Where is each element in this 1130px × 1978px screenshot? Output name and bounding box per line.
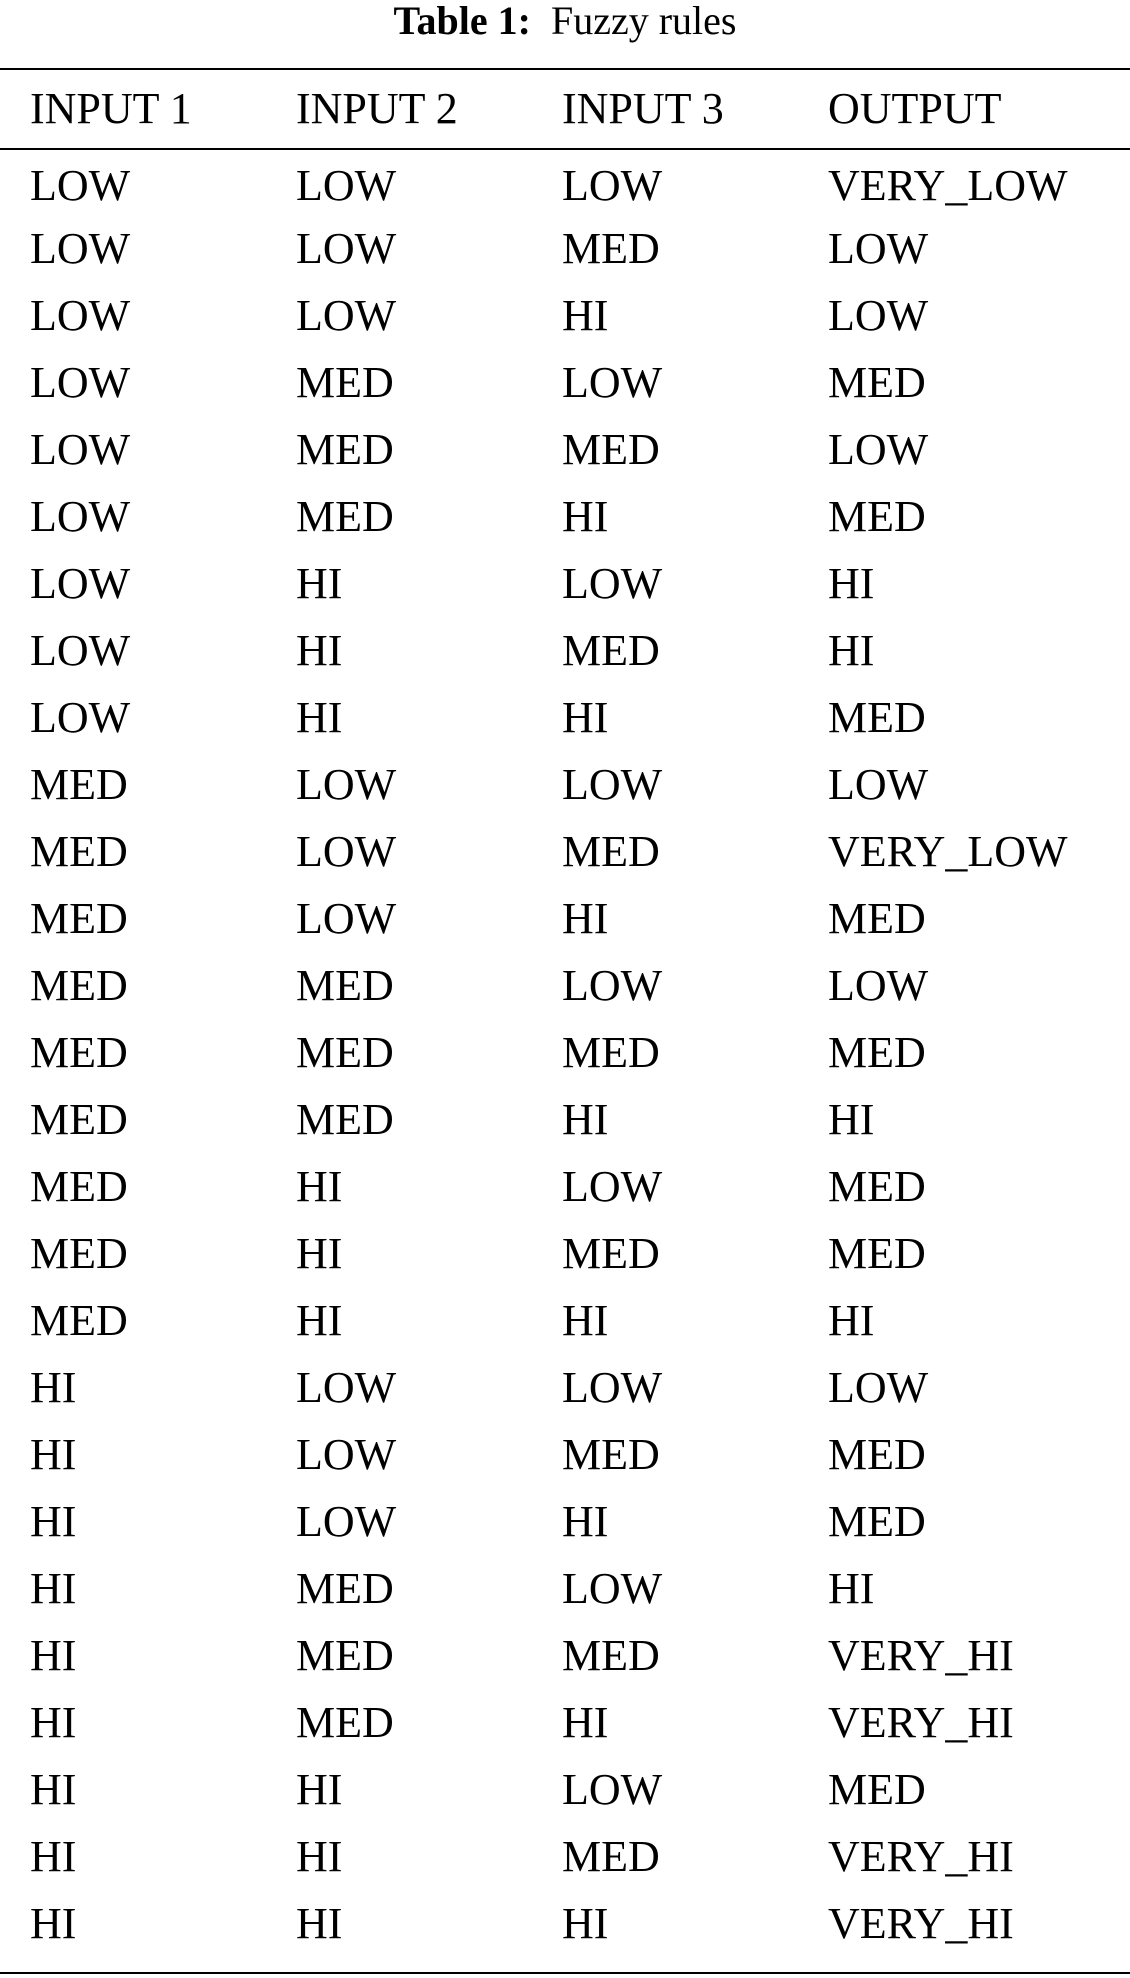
table-row [0,215,1130,282]
fuzzy-rules-table [0,70,1130,1957]
table-row [0,1421,1130,1488]
cell-input-1: MED [30,1028,128,1077]
cell-input-1: LOW [30,358,131,407]
cell-input-1: MED [30,1229,128,1278]
header-row [0,70,1130,148]
cell-input-3: MED [562,1229,660,1278]
cell-input-2: HI [296,1229,343,1278]
cell-input-3: LOW [562,1564,663,1613]
cell-output: VERY_HI [828,1698,1014,1747]
cell-output: VERY_LOW [828,161,1068,210]
cell-input-2: MED [296,1095,394,1144]
cell-input-2: HI [296,559,343,608]
table-row [0,148,1130,215]
table-caption-label: Table 1: [393,0,531,43]
cell-output: VERY_LOW [828,827,1068,876]
table-row [0,1354,1130,1421]
table-caption [0,0,1130,44]
table-caption-text: Fuzzy rules [550,0,737,43]
cell-input-2: MED [296,358,394,407]
cell-input-2: LOW [296,161,397,210]
cell-input-1: LOW [30,161,131,210]
cell-input-2: MED [296,961,394,1010]
cell-input-1: MED [30,1095,128,1144]
cell-input-3: MED [562,1631,660,1680]
cell-input-1: HI [30,1564,77,1613]
cell-output: LOW [828,425,929,474]
cell-output: MED [828,1229,926,1278]
cell-input-3: LOW [562,961,663,1010]
cell-input-1: LOW [30,559,131,608]
table-row [0,1823,1130,1890]
cell-output: MED [828,1430,926,1479]
table-row [0,1555,1130,1622]
cell-input-1: HI [30,1497,77,1546]
cell-input-1: LOW [30,626,131,675]
table-row [0,483,1130,550]
cell-output: HI [828,1095,875,1144]
cell-input-2: MED [296,1028,394,1077]
cell-input-3: HI [562,693,609,742]
cell-input-3: HI [562,1497,609,1546]
table-header [0,70,1130,148]
cell-input-1: MED [30,1162,128,1211]
cell-input-3: LOW [562,760,663,809]
cell-input-3: LOW [562,1765,663,1814]
table-bottom-rule [0,1972,1130,1974]
table-row [0,1220,1130,1287]
cell-input-1: HI [30,1631,77,1680]
table-row [0,1622,1130,1689]
table-row [0,885,1130,952]
column-header-output: OUTPUT [828,84,1002,133]
cell-output: MED [828,492,926,541]
cell-output: MED [828,894,926,943]
table-row [0,1689,1130,1756]
cell-input-1: HI [30,1363,77,1412]
cell-input-3: HI [562,894,609,943]
cell-input-2: MED [296,425,394,474]
cell-input-2: HI [296,1162,343,1211]
cell-input-2: MED [296,492,394,541]
cell-output: MED [828,693,926,742]
table-row [0,1488,1130,1555]
column-header-input-1: INPUT 1 [30,84,192,133]
table-row [0,349,1130,416]
cell-input-3: LOW [562,559,663,608]
cell-input-1: MED [30,760,128,809]
cell-input-3: MED [562,1430,660,1479]
cell-input-2: HI [296,1899,343,1948]
cell-input-2: MED [296,1564,394,1613]
cell-input-3: HI [562,291,609,340]
table-row [0,1890,1130,1957]
cell-input-3: HI [562,1296,609,1345]
cell-output: LOW [828,760,929,809]
cell-input-2: LOW [296,1363,397,1412]
cell-input-2: LOW [296,894,397,943]
cell-input-1: HI [30,1765,77,1814]
cell-input-2: LOW [296,1430,397,1479]
table-row [0,1153,1130,1220]
cell-input-1: LOW [30,224,131,273]
table-row [0,952,1130,1019]
cell-input-3: MED [562,827,660,876]
cell-input-1: HI [30,1899,77,1948]
cell-output: MED [828,1162,926,1211]
cell-input-3: MED [562,1832,660,1881]
cell-input-3: LOW [562,1162,663,1211]
cell-input-2: LOW [296,224,397,273]
cell-input-3: LOW [562,358,663,407]
cell-input-3: MED [562,224,660,273]
cell-output: HI [828,1564,875,1613]
cell-input-3: MED [562,425,660,474]
table-row [0,1086,1130,1153]
cell-input-1: MED [30,827,128,876]
cell-input-2: MED [296,1698,394,1747]
cell-input-2: HI [296,693,343,742]
table-row [0,282,1130,349]
table-row [0,1287,1130,1354]
cell-input-3: LOW [562,1363,663,1412]
cell-output: MED [828,1497,926,1546]
cell-input-1: MED [30,961,128,1010]
cell-input-2: HI [296,626,343,675]
cell-input-2: HI [296,1765,343,1814]
cell-output: MED [828,1028,926,1077]
column-header-input-3: INPUT 3 [562,84,724,133]
table-row [0,684,1130,751]
cell-input-1: LOW [30,425,131,474]
cell-input-1: LOW [30,492,131,541]
cell-input-1: MED [30,1296,128,1345]
cell-output: LOW [828,291,929,340]
table-row [0,1019,1130,1086]
table-row [0,1756,1130,1823]
cell-input-3: HI [562,1095,609,1144]
cell-output: VERY_HI [828,1899,1014,1948]
cell-input-1: HI [30,1698,77,1747]
cell-input-1: LOW [30,693,131,742]
table-row [0,818,1130,885]
cell-input-2: LOW [296,291,397,340]
cell-output: LOW [828,224,929,273]
cell-input-3: HI [562,492,609,541]
cell-input-2: LOW [296,1497,397,1546]
cell-input-3: HI [562,1698,609,1747]
cell-output: VERY_HI [828,1832,1014,1881]
cell-input-3: MED [562,626,660,675]
cell-input-1: HI [30,1430,77,1479]
column-header-input-2: INPUT 2 [296,84,458,133]
table-row [0,416,1130,483]
cell-output: HI [828,559,875,608]
cell-input-2: HI [296,1296,343,1345]
table-row [0,617,1130,684]
cell-input-2: HI [296,1832,343,1881]
cell-output: HI [828,1296,875,1345]
cell-output: LOW [828,961,929,1010]
cell-output: VERY_HI [828,1631,1014,1680]
cell-output: HI [828,626,875,675]
cell-input-2: LOW [296,827,397,876]
cell-input-3: LOW [562,161,663,210]
cell-input-1: LOW [30,291,131,340]
cell-input-1: HI [30,1832,77,1881]
cell-output: MED [828,1765,926,1814]
table-row [0,751,1130,818]
cell-output: MED [828,358,926,407]
cell-input-3: HI [562,1899,609,1948]
cell-input-2: MED [296,1631,394,1680]
cell-input-3: MED [562,1028,660,1077]
table-body [0,148,1130,1957]
cell-output: LOW [828,1363,929,1412]
table-row [0,550,1130,617]
cell-input-1: MED [30,894,128,943]
cell-input-2: LOW [296,760,397,809]
